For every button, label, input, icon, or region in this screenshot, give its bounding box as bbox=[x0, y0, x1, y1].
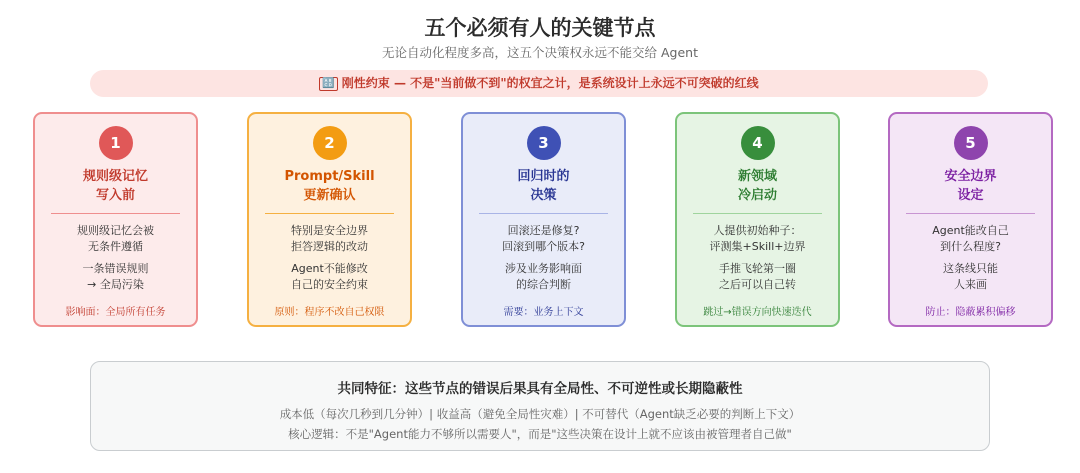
node-title-line: Prompt/Skill bbox=[284, 169, 375, 184]
node-text-line: Agent不能修改 bbox=[291, 262, 368, 275]
node-title-line: 规则级记忆 bbox=[82, 169, 148, 184]
node-card-4 bbox=[675, 112, 840, 327]
node-consequence bbox=[35, 261, 196, 293]
node-text-line: 手推飞轮第一圈 bbox=[719, 262, 796, 275]
node-number-badge: 2 bbox=[313, 126, 347, 160]
node-card-5 bbox=[888, 112, 1053, 327]
node-text-line: 回滚到哪个版本? bbox=[502, 240, 585, 253]
divider bbox=[479, 213, 608, 214]
node-title-line: 决策 bbox=[530, 188, 557, 203]
node-text-line: 人来画 bbox=[954, 278, 987, 291]
banner-text: 刚性约束 — 不是"当前做不到"的权宜之计，是系统设计上永远不可突破的红线 bbox=[341, 76, 759, 90]
divider bbox=[906, 213, 1035, 214]
node-consequence bbox=[677, 261, 838, 293]
node-text-line: Agent能改自己 bbox=[932, 224, 1009, 237]
node-title-line: 安全边界 bbox=[944, 169, 997, 184]
node-footer: 原则：程序不改自己权限 bbox=[274, 307, 385, 318]
node-title bbox=[890, 167, 1051, 205]
common-traits-line: 成本低（每次几秒到几分钟）| 收益高（避免全局性灾难）| 不可替代（Agent缺乏必要的判断上下文） bbox=[279, 407, 801, 421]
node-text-line: 自己的安全约束 bbox=[291, 278, 368, 291]
node-card-1 bbox=[33, 112, 198, 327]
node-text-line: 特别是安全边界 bbox=[291, 224, 368, 237]
node-footer: 需要：业务上下文 bbox=[503, 307, 584, 318]
common-traits-box bbox=[90, 361, 990, 451]
node-consequence bbox=[249, 261, 410, 293]
node-title bbox=[463, 167, 624, 205]
node-title bbox=[677, 167, 838, 205]
node-description bbox=[463, 223, 624, 255]
node-text-line: 之后可以自己转 bbox=[719, 278, 796, 291]
node-title-line: 新领域 bbox=[737, 169, 777, 184]
node-text-line: 回滚还是修复? bbox=[507, 224, 580, 237]
node-text-line: 规则级记忆会被 bbox=[77, 224, 154, 237]
node-description bbox=[249, 223, 410, 255]
divider bbox=[693, 213, 822, 214]
node-text-line: 人提供初始种子： bbox=[713, 224, 802, 237]
node-title-line: 更新确认 bbox=[303, 188, 356, 203]
divider bbox=[51, 213, 180, 214]
node-card-2 bbox=[247, 112, 412, 327]
page-subtitle: 无论自动化程度多高，这五个决策权永远不能交给 Agent bbox=[382, 45, 698, 60]
node-number-badge: 3 bbox=[527, 126, 561, 160]
node-card-3 bbox=[461, 112, 626, 327]
node-footer: 影响面：全局所有任务 bbox=[65, 307, 166, 318]
node-number-badge: 4 bbox=[741, 126, 775, 160]
node-footer: 跳过→错误方向快速迭代 bbox=[703, 307, 812, 318]
node-description bbox=[677, 223, 838, 255]
node-description bbox=[35, 223, 196, 255]
node-text-line: 评测集+Skill+边界 bbox=[709, 240, 806, 253]
common-traits-heading: 共同特征：这些节点的错误后果具有全局性、不可逆性或长期隐蔽性 bbox=[337, 381, 743, 397]
node-consequence bbox=[890, 261, 1051, 293]
node-text-line: 无条件遵循 bbox=[88, 240, 143, 253]
node-footer: 防止：隐蔽累积偏移 bbox=[925, 307, 1016, 318]
node-text-line: 拒答逻辑的改动 bbox=[291, 240, 368, 253]
node-text-line: 到什么程度? bbox=[940, 240, 1001, 253]
node-text-line: 的综合判断 bbox=[516, 278, 571, 291]
node-number-badge: 5 bbox=[954, 126, 988, 160]
core-logic-line: 核心逻辑：不是"Agent能力不够所以需要人"，而是"这些决策在设计上就不应该由被管理者自己做" bbox=[288, 427, 792, 441]
node-title-line: 冷启动 bbox=[737, 188, 777, 203]
node-title bbox=[35, 167, 196, 205]
node-title-line: 设定 bbox=[957, 188, 984, 203]
node-title-line: 写入前 bbox=[95, 188, 135, 203]
node-number-badge: 1 bbox=[99, 126, 133, 160]
node-text-line: 一条错误规则 bbox=[82, 262, 149, 275]
node-text-line: 涉及业务影响面 bbox=[505, 262, 582, 275]
node-text-line: → 全局污染 bbox=[87, 278, 144, 291]
page-title: 五个必须有人的关键节点 bbox=[424, 16, 656, 40]
lock-icon: 🔠 bbox=[319, 77, 337, 91]
constraint-banner bbox=[90, 70, 988, 97]
node-consequence bbox=[463, 261, 624, 293]
node-text-line: 这条线只能 bbox=[943, 262, 998, 275]
node-title-line: 回归时的 bbox=[517, 169, 570, 184]
node-title bbox=[249, 167, 410, 205]
node-description bbox=[890, 223, 1051, 255]
divider bbox=[265, 213, 394, 214]
